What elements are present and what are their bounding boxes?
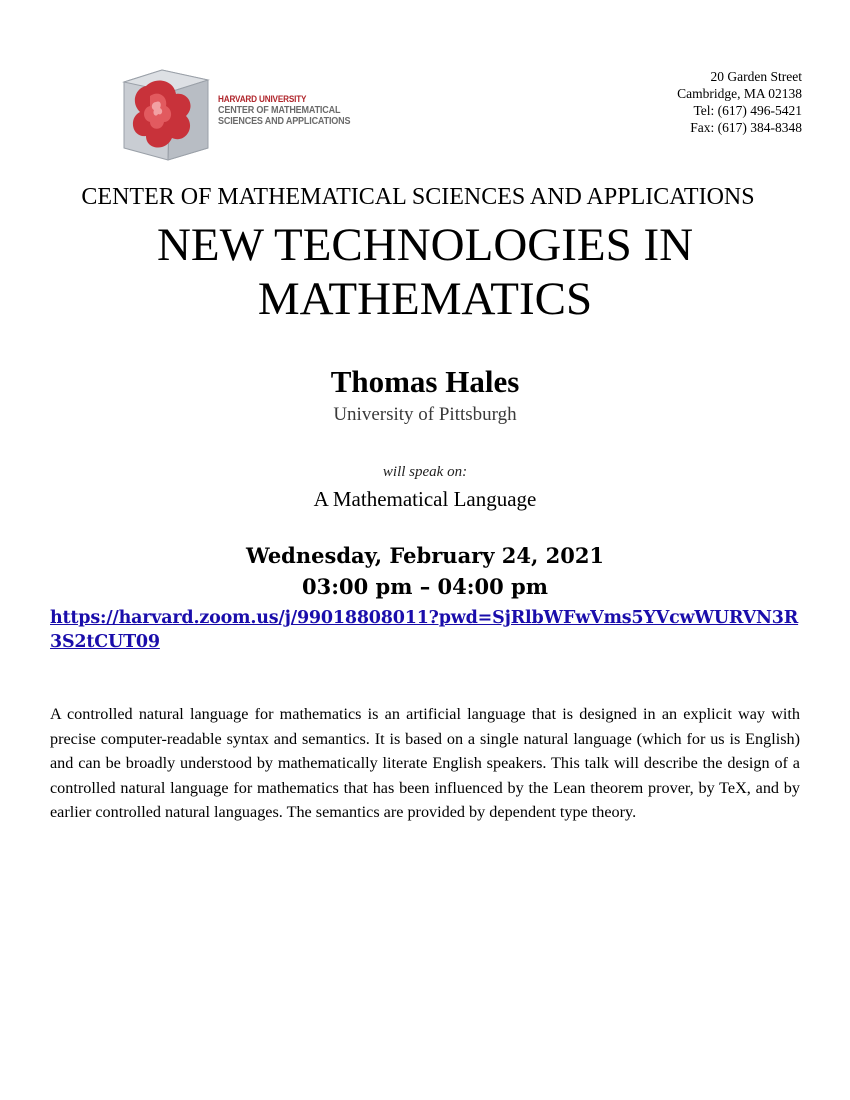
talk-title: A Mathematical Language: [313, 487, 537, 511]
logo-university: HARVARD UNIVERSITY: [218, 94, 307, 105]
logo-text: [218, 94, 350, 127]
will-speak-label: will speak on:: [382, 464, 468, 480]
event-series-title: [0, 218, 850, 326]
event-series-title-line1: NEW TECHNOLOGIES IN: [156, 219, 694, 271]
event-date: Wednesday, February 24, 2021: [245, 543, 605, 568]
center-name: CENTER OF MATHEMATICAL SCIENCES AND APPLICATIONS: [81, 184, 755, 210]
event-series-title-line2: MATHEMATICS: [257, 273, 593, 325]
address-street: 20 Garden Street: [710, 69, 802, 84]
logo-center-line2: SCIENCES AND APPLICATIONS: [218, 115, 351, 127]
address-city: Cambridge, MA 02138: [677, 86, 802, 101]
address-fax: Fax: (617) 384-8348: [690, 120, 802, 135]
zoom-link[interactable]: https://harvard.zoom.us/j/99018808011?pwd=SjRlbWFwVms5YVcwWURVN3R3S2tCUT09: [50, 608, 799, 652]
speaker-affiliation: University of Pittsburgh: [333, 404, 517, 425]
cube-logo-icon: [116, 66, 214, 162]
logo-center-line1: CENTER OF MATHEMATICAL: [218, 104, 341, 116]
talk-abstract: A controlled natural language for mathematics is an artificial language that is designed in an explicit way with precise computer-readable syntax and semantics. It is based on a single natural language (which for us is English) and can be broadly understood by mathematically literate English speakers. This talk will describe the design of a controlled natural language for mathematics that has been influenced by the Lean theorem prover, by TeX, and by earlier controlled natural languages. The semantics are provided by dependent type theory.: [50, 705, 800, 822]
address-tel: Tel: (617) 496-5421: [693, 103, 802, 118]
speaker-name: Thomas Hales: [330, 364, 520, 399]
event-time: 03:00 pm – 04:00 pm: [302, 574, 548, 599]
cmsa-logo: [116, 66, 351, 162]
address-block: [677, 68, 802, 136]
